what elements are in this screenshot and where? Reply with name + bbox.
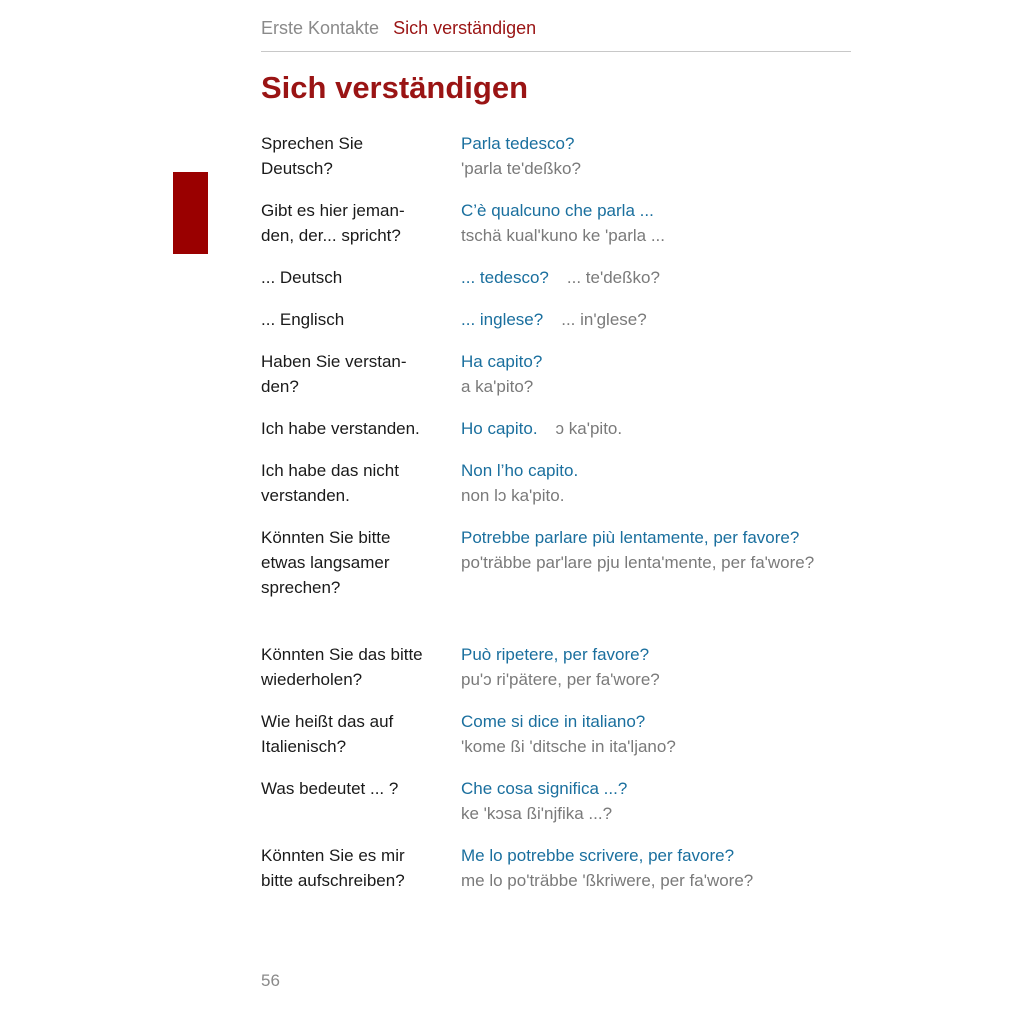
phrase-list — [261, 131, 821, 910]
german-phrase: Könnten Sie das bitte wiederholen? — [261, 645, 423, 689]
phrase-row — [261, 349, 821, 416]
phrase-row — [261, 198, 821, 265]
german-phrase: Könnten Sie bitte etwas langsamer sprechen? — [261, 528, 391, 597]
phrase-row — [261, 776, 821, 843]
pronunciation: pu'ɔ ri'pätere, per fa'wore? — [461, 670, 660, 689]
phrase-row — [261, 416, 821, 458]
pronunciation: me lo po'träbbe 'ßkriwere, per fa'wore? — [461, 871, 754, 890]
pronunciation: a ka'pito? — [461, 377, 534, 396]
italian-phrase: Ha capito? — [461, 352, 543, 371]
german-phrase: ... Englisch — [261, 310, 345, 329]
pronunciation: ke 'kɔsa ßi'njfika ...? — [461, 804, 613, 823]
pronunciation: ... in'glese? — [561, 310, 647, 329]
phrase-row — [261, 843, 821, 910]
german-phrase: Sprechen Sie Deutsch? — [261, 134, 364, 178]
italian-phrase: Parla tedesco? — [461, 134, 575, 153]
pronunciation: 'parla te'deßko? — [461, 159, 581, 178]
pronunciation: non lɔ ka'pito. — [461, 486, 565, 505]
german-phrase: Gibt es hier jeman- den, der... spricht? — [261, 201, 405, 245]
italian-translation — [461, 198, 816, 265]
italian-translation — [461, 131, 816, 198]
pronunciation: ɔ ka'pito. — [555, 419, 623, 438]
italian-phrase: ... inglese? — [461, 310, 544, 329]
italian-translation — [461, 642, 816, 709]
german-phrase: Könnten Sie es mir bitte aufschreiben? — [261, 846, 405, 890]
italian-phrase: Come si dice in italiano? — [461, 712, 646, 731]
german-phrase: Ich habe verstanden. — [261, 419, 420, 438]
italian-phrase: Me lo potrebbe scrivere, per favore? — [461, 846, 735, 865]
german-phrase: Ich habe das nicht verstanden. — [261, 461, 399, 505]
pronunciation: ... te'deßko? — [566, 268, 660, 287]
header-section: Erste Kontakte — [261, 18, 380, 38]
italian-translation — [461, 525, 816, 642]
italian-translation — [461, 776, 816, 843]
phrase-row — [261, 642, 821, 709]
running-header — [261, 16, 851, 52]
phrase-row — [261, 709, 821, 776]
phrase-row — [261, 458, 821, 525]
pronunciation: 'kome ßi 'ditsche in ita'ljano? — [461, 737, 676, 756]
phrase-row — [261, 525, 821, 642]
page-number: 56 — [261, 971, 280, 990]
chapter-tab-marker — [173, 172, 208, 254]
pronunciation: tschä kual'kuno ke 'parla ... — [461, 226, 665, 245]
german-phrase: Was bedeutet ... ? — [261, 779, 399, 798]
italian-phrase: C’è qualcuno che parla ... — [461, 201, 654, 220]
italian-phrase: Potrebbe parlare più lentamente, per favore? — [461, 528, 800, 547]
italian-phrase: Ho capito. — [461, 419, 538, 438]
phrase-row — [261, 265, 821, 307]
page-title: Sich verständigen — [261, 70, 529, 105]
italian-translation — [461, 307, 816, 349]
italian-translation — [461, 458, 816, 525]
italian-phrase: Non l’ho capito. — [461, 461, 579, 480]
italian-translation — [461, 416, 816, 458]
italian-translation — [461, 349, 816, 416]
german-phrase: Wie heißt das auf Italienisch? — [261, 712, 394, 756]
pronunciation: po'träbbe par'lare pju lenta'mente, per fa'wore? — [461, 553, 815, 572]
german-phrase: Haben Sie verstan- den? — [261, 352, 407, 396]
italian-translation — [461, 843, 816, 910]
italian-translation — [461, 265, 816, 307]
header-current-topic: Sich verständigen — [393, 18, 537, 38]
italian-phrase: Può ripetere, per favore? — [461, 645, 650, 664]
phrase-row — [261, 307, 821, 349]
phrase-row — [261, 131, 821, 198]
german-phrase: ... Deutsch — [261, 268, 343, 287]
italian-phrase: ... tedesco? — [461, 268, 549, 287]
italian-phrase: Che cosa significa ...? — [461, 779, 628, 798]
italian-translation — [461, 709, 816, 776]
